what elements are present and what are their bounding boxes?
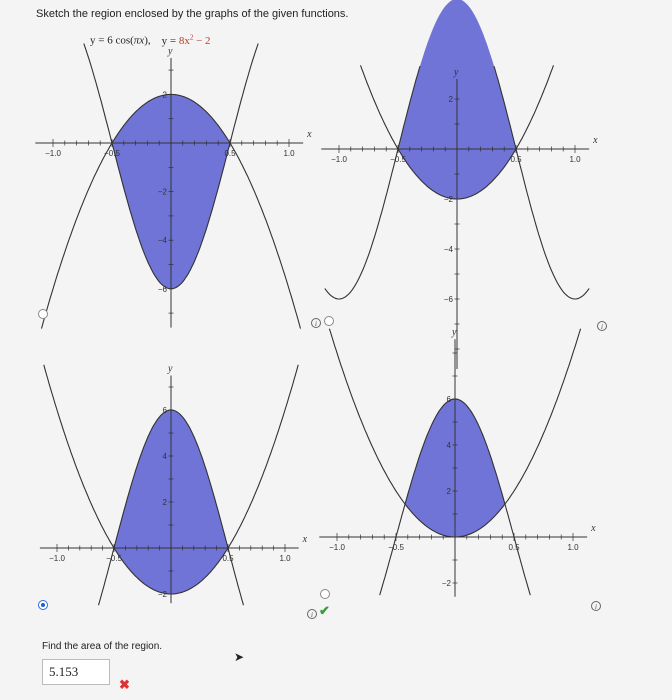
correct-check-icon: ✔ [319, 603, 330, 618]
graph-option-c[interactable] [40, 360, 310, 620]
y-axis-label: y [454, 67, 459, 78]
y-tick-label: 6 [162, 406, 167, 415]
y-tick-label: −2 [441, 579, 451, 588]
x-tick-label: 1.0 [569, 155, 581, 164]
area-question: Find the area of the region. [42, 641, 163, 652]
y-tick-label: −6 [157, 284, 167, 294]
x-tick-label: −1.0 [49, 554, 65, 563]
y-tick-label: −2 [157, 590, 167, 599]
x-tick-label: −1.0 [331, 155, 347, 164]
y-tick-label: −4 [443, 245, 453, 254]
x-tick-label: −0.5 [390, 155, 406, 164]
y-tick-label: −4 [157, 236, 167, 246]
function-1: y = 6 cos(πx), [90, 34, 151, 47]
x-axis-label: x [302, 534, 308, 545]
graph-option-d[interactable] [329, 327, 600, 610]
y-tick-label: 6 [446, 395, 451, 404]
function-2: $y = 8x^2 - 2$ [161, 33, 211, 47]
radio-option-b[interactable] [324, 316, 334, 326]
mouse-cursor-icon: ➤ [234, 650, 245, 664]
area-answer-input[interactable]: 5.153 [42, 659, 110, 685]
radio-option-a[interactable] [38, 309, 48, 319]
y-tick-label: −2 [157, 187, 167, 197]
x-axis-label: x [591, 523, 596, 534]
instruction-text: Sketch the region enclosed by the graphs of the given functions. [36, 8, 349, 20]
info-icon[interactable]: i [597, 321, 607, 331]
x-tick-label: 1.0 [283, 149, 295, 158]
y-tick-label: −6 [443, 295, 453, 304]
y-tick-label: 4 [162, 452, 167, 461]
x-tick-label: −0.5 [388, 543, 404, 552]
x-tick-label: −0.5 [106, 554, 122, 563]
y-axis-label: y [168, 45, 173, 57]
info-icon[interactable]: i [307, 609, 317, 619]
x-tick-label: 0.5 [224, 149, 236, 158]
x-tick-label: −1.0 [45, 149, 61, 158]
graph-option-a[interactable] [40, 45, 312, 325]
radio-option-c[interactable] [38, 600, 48, 610]
y-axis-label: y [168, 363, 173, 375]
functions-line [90, 33, 211, 47]
radio-option-d[interactable] [320, 589, 330, 599]
incorrect-x-icon: ✖ [119, 677, 130, 692]
y-tick-label: 2 [446, 487, 451, 496]
x-tick-label: −0.5 [104, 149, 120, 158]
x-axis-label: x [307, 129, 312, 140]
graph-option-b[interactable] [330, 55, 600, 325]
x-axis-label: x [593, 135, 598, 146]
x-tick-label: 0.5 [508, 543, 520, 552]
x-tick-label: 0.5 [510, 155, 522, 164]
y-tick-label: 2 [162, 90, 167, 100]
x-tick-label: 1.0 [567, 543, 579, 552]
y-tick-label: 2 [448, 95, 453, 104]
y-tick-label: 2 [162, 498, 167, 507]
x-tick-label: 1.0 [279, 554, 291, 563]
x-tick-label: 0.5 [222, 554, 234, 563]
y-axis-label: y [452, 327, 457, 339]
info-icon[interactable]: i [591, 601, 601, 611]
y-tick-label: 4 [446, 441, 451, 450]
info-icon[interactable]: i [311, 318, 321, 328]
x-tick-label: −1.0 [329, 543, 345, 552]
y-tick-label: −2 [443, 195, 453, 204]
